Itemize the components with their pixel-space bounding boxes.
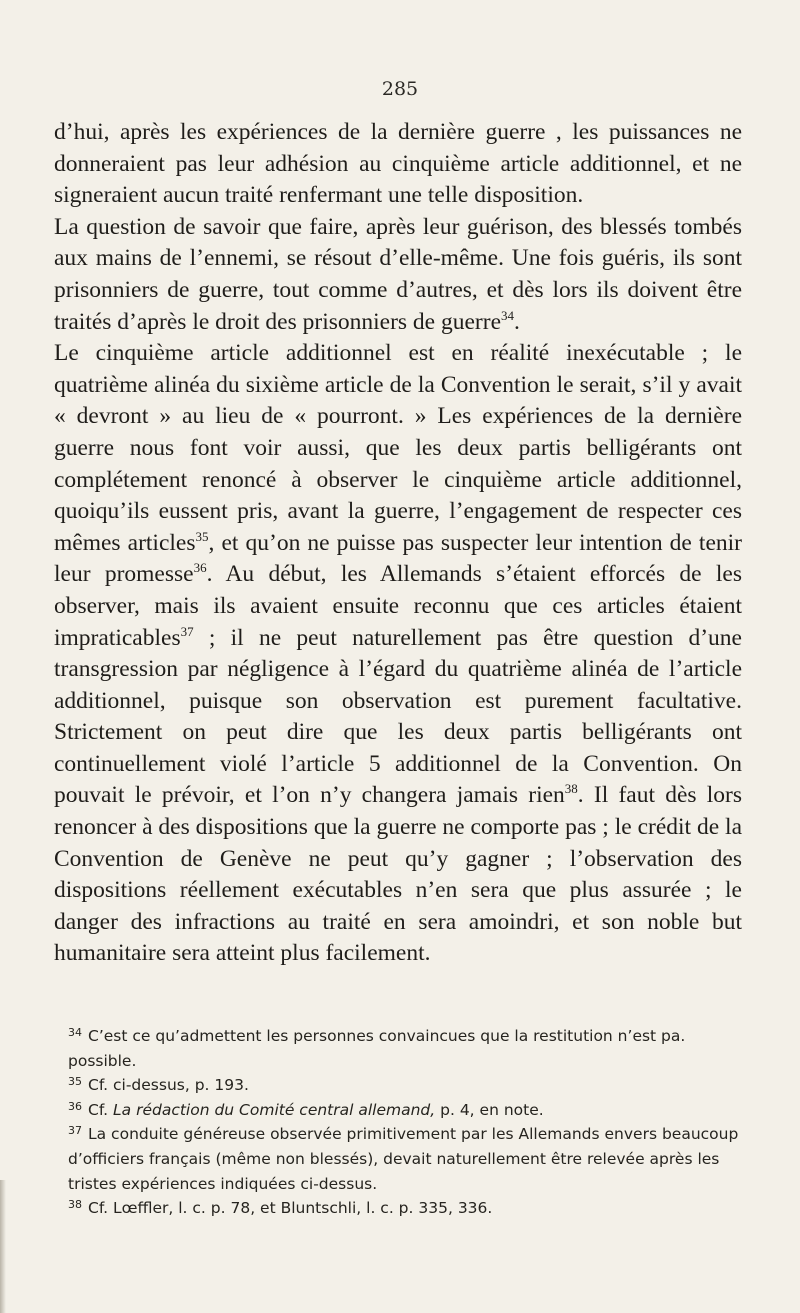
footnote-text: C’est ce qu’admettent les personnes convaincues que la restitution n’est pa. possible. bbox=[68, 1027, 686, 1070]
page-edge-shadow bbox=[0, 1180, 6, 1313]
footnote-text: Cf. ci-dessus, p. 193. bbox=[88, 1076, 249, 1095]
paragraph-1 bbox=[54, 117, 742, 212]
footnote-ref-38[interactable]: 38 bbox=[564, 781, 578, 797]
footnote-ref-37[interactable]: 37 bbox=[180, 623, 194, 639]
paragraph-3-part5: . Il faut dès lors renoncer à des dispositions que la guerre ne comporte pas ; le crédit de la Convention de Genève ne peut qu’y gagner ; l’observation des dispositions réellement exécutables n’en sera que plus assurée ; le danger des infractions au traité en sera amoindri, et son noble but humanitaire sera atteint plus facilement. bbox=[54, 782, 743, 967]
paragraph-2-text: La question de savoir que faire, après leur guérison, des blessés tombés aux mains de l’ennemi, se résout d’elle-même. Une fois guéris, ils sont prisonniers de guerre, tout comme d’autres, et dès lors ils doivent être traités d’après le droit des prisonniers de guerre bbox=[54, 213, 742, 335]
footnote-37 bbox=[54, 1122, 744, 1196]
footnote-italic-title: La rédaction du Comité central allemand, bbox=[113, 1100, 436, 1119]
paragraph-3 bbox=[54, 338, 742, 970]
paragraph-3-part3: . Au début, les Allemands s’étaient efforcés de les observer, mais ils avaient ensuite reconnu que ces articles étaient impraticables bbox=[54, 561, 742, 651]
footnote-number: 37 bbox=[68, 1124, 82, 1138]
paragraph-2-end: . bbox=[514, 308, 520, 335]
paragraph-3-part1: Le cinquième article additionnel est en réalité inexécutable ; le quatrième alinéa du sixième article de la Convention le serait, s’il y avait « devront » au lieu de « pourront. » Les expériences de la dernière guerre nous font voir aussi, que les deux partis belligérants ont complétement renoncé à observer le cinquième article additionnel, quoiqu’ils eussent pris, avant la guerre, l’engagement de respecter ces mêmes articles bbox=[54, 340, 742, 556]
footnote-text-pre: Cf. bbox=[88, 1100, 114, 1119]
footnote-34 bbox=[54, 1024, 744, 1073]
footnotes bbox=[54, 1024, 744, 1221]
footnote-number: 35 bbox=[68, 1075, 82, 1089]
footnote-ref-35[interactable]: 35 bbox=[195, 528, 209, 544]
footnote-number: 38 bbox=[68, 1198, 82, 1212]
footnote-36 bbox=[54, 1098, 744, 1123]
paragraph-3-part2: , et qu’on ne puisse pas suspecter leur intention de tenir leur promesse bbox=[54, 529, 742, 588]
footnote-35 bbox=[54, 1073, 744, 1098]
footnote-38 bbox=[54, 1196, 744, 1221]
footnote-ref-36[interactable]: 36 bbox=[193, 560, 207, 576]
main-text bbox=[54, 117, 742, 970]
paragraph-1-text: d’hui, après les expériences de la dernière guerre , les puissances ne donneraient pas leur adhésion au cinquième article additionnel, et ne signeraient aucun traité renfermant une telle disposition. bbox=[54, 119, 742, 209]
paragraph-3-part4: ; il ne peut naturellement pas être question d’une transgression par négligence à l’égard du quatrième alinéa de l’article additionnel, puisque son observation est purement facultative. Strictement on peut dire que les deux partis belligérants ont continuellement violé l’article 5 additionnel de la Convention. On pouvait le prévoir, et l’on n’y changera jamais rien bbox=[54, 624, 742, 809]
page-number: 285 bbox=[381, 78, 419, 100]
footnote-text: Cf. Lœffler, l. c. p. 78, et Bluntschli, l. c. p. 335, 336. bbox=[88, 1199, 493, 1218]
footnote-text-post: p. 4, en note. bbox=[435, 1100, 544, 1119]
footnote-text: La conduite généreuse observée primitivement par les Allemands envers beaucoup d’officiers français (même non blessés), devait naturellement être relevée après les tristes expériences indiquées ci-dessus. bbox=[68, 1125, 739, 1193]
footnote-number: 34 bbox=[68, 1026, 82, 1039]
footnote-number: 36 bbox=[68, 1099, 82, 1113]
paragraph-2 bbox=[54, 212, 742, 338]
footnote-ref-34[interactable]: 34 bbox=[501, 307, 514, 323]
